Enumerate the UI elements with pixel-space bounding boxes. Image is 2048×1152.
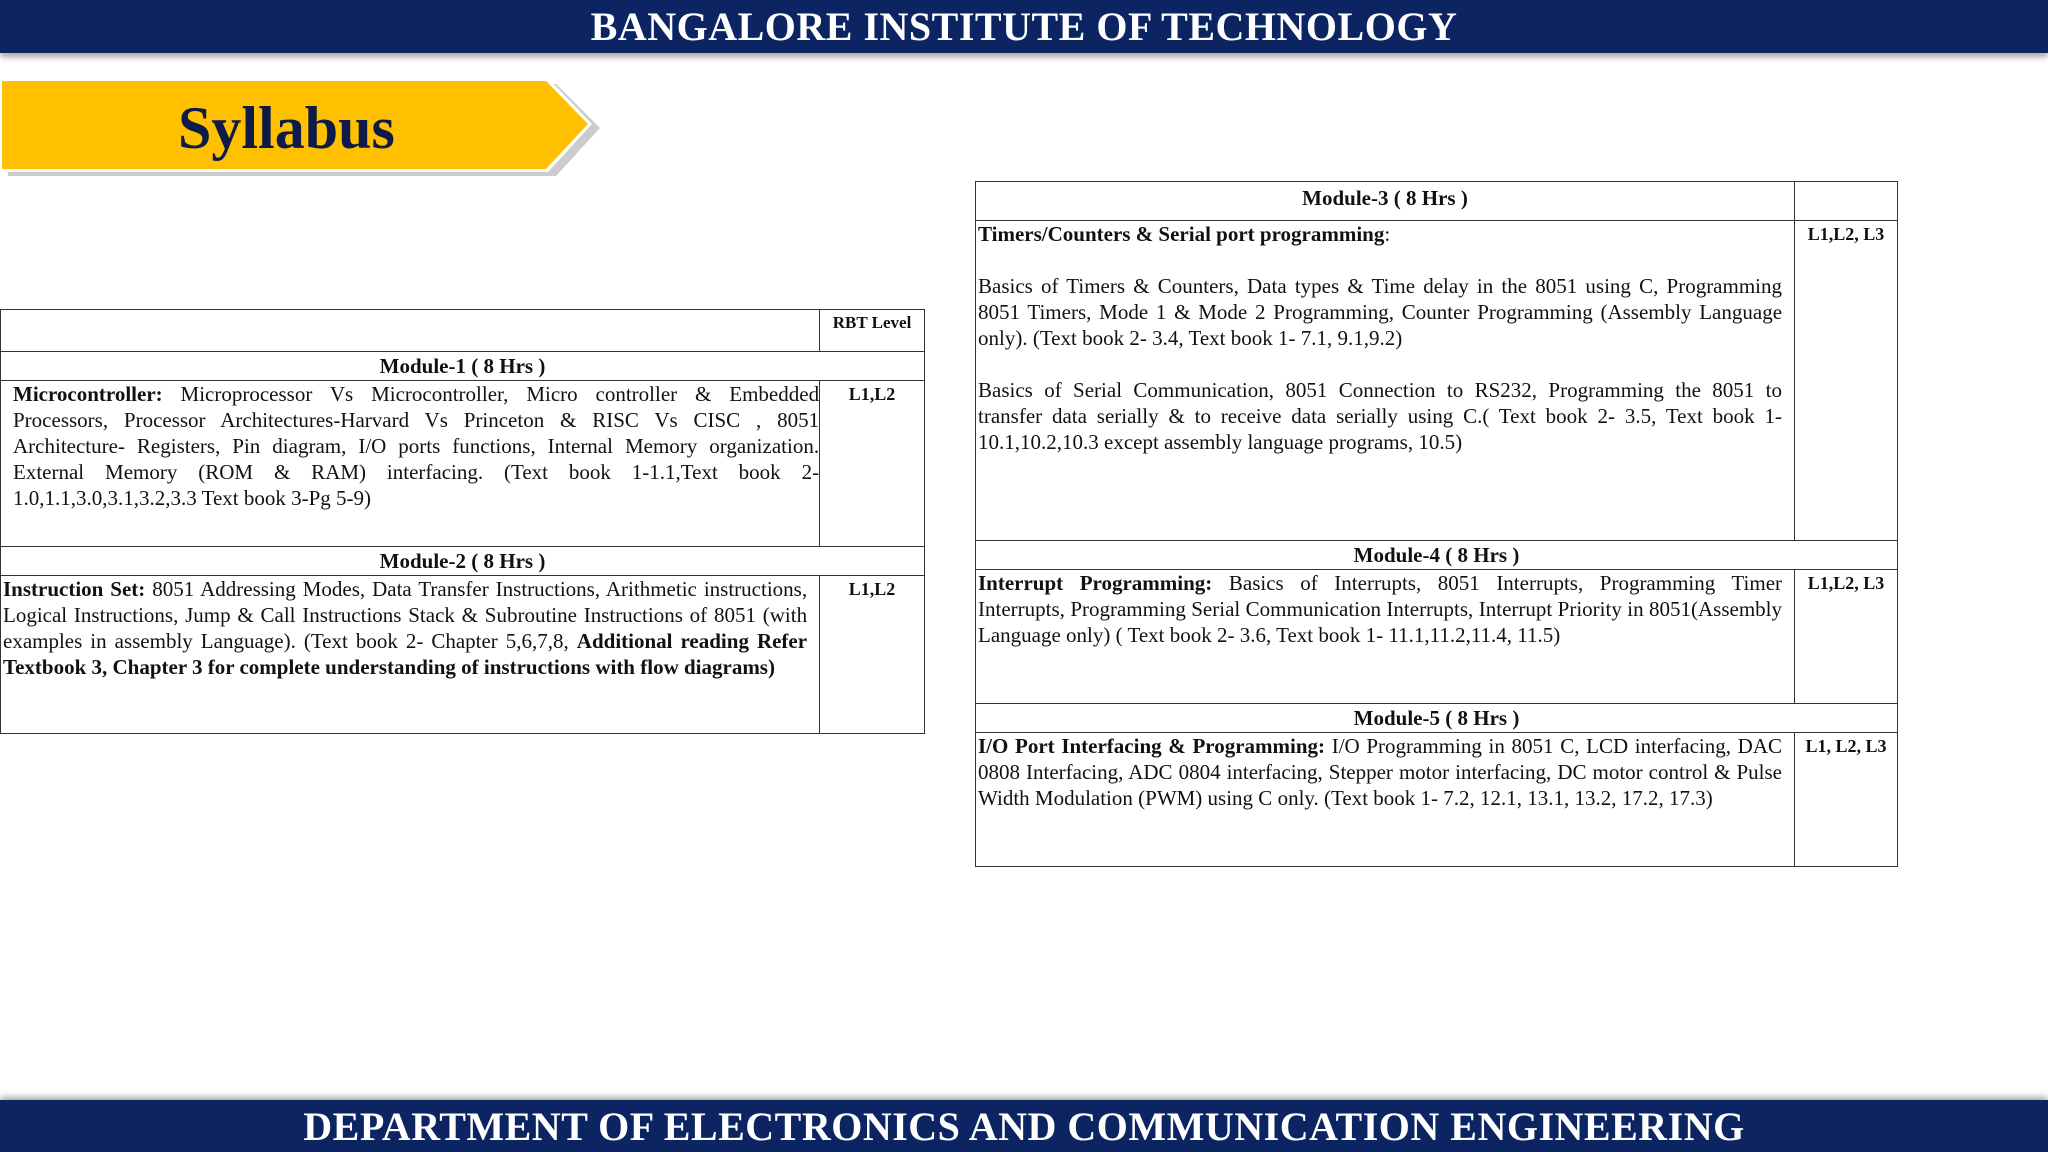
module4-lead: Interrupt Programming: bbox=[978, 571, 1213, 595]
module3-heading-level-cell bbox=[1795, 182, 1898, 221]
right-syllabus-table bbox=[975, 181, 1898, 867]
header-bar bbox=[0, 0, 2048, 53]
module1-text: Microprocessor Vs Microcontroller, Micro controller & Embedded Processors, Processor Architectures-Harvard Vs Princeton & RISC Vs CISC , 8051 Architecture- Registers, Pin diagram, I/O ports functions, Internal Memory organization. External Memory (ROM & RAM) interfacing. (Text book 1-1.1,Text book 2-1.0,1.1,3.0,3.1,3.2,3.3 Text book 3-Pg 5-9) bbox=[13, 382, 820, 510]
module5-text: I/O Programming in 8051 C, LCD interfacing, DAC 0808 Interfacing, ADC 0804 interfacing, Stepper motor interfacing, DC motor control & Pulse Width Modulation (PWM) using C only. (Text book 1- 7.2, 12.1, 13.1, 13.2, 17.2, 17.3) bbox=[978, 734, 1783, 810]
table-header-row bbox=[1, 310, 925, 352]
module4-heading-row bbox=[976, 541, 1898, 570]
module2-content-row bbox=[1, 576, 925, 734]
module2-additional-reading: Additional reading Refer Textbook 3, Chapter 3 for complete understanding of instructions with flow diagrams) bbox=[3, 629, 808, 679]
syllabus-banner bbox=[0, 76, 600, 180]
module2-lead: Instruction Set: bbox=[3, 577, 146, 601]
left-syllabus-table bbox=[0, 309, 925, 734]
module3-content-row bbox=[976, 221, 1898, 541]
module5-content-row bbox=[976, 733, 1898, 867]
module2-text: 8051 Addressing Modes, Data Transfer Instructions, Arithmetic instructions, Logical Instructions, Jump & Call Instructions Stack & Subroutine Instructions of 8051 (with examples in assembly Language). (Text book 2- Chapter 5,6,7,8, bbox=[3, 577, 808, 653]
footer-bar bbox=[0, 1100, 2048, 1152]
module3-timers-paragraph: Basics of Timers & Counters, Data types & Time delay in the 8051 using C, Programming 8051 Timers, Mode 1 & Mode 2 Programming, Counter Programming (Assembly Language only). (Text book 2- 3.4, Text book 1- 7.1, 9.1,9.2) bbox=[978, 274, 1783, 350]
module3-content bbox=[976, 221, 1795, 541]
module1-lead: Microcontroller: bbox=[13, 382, 163, 406]
module3-lead-colon: : bbox=[1384, 222, 1391, 246]
module2-heading-row bbox=[1, 547, 925, 576]
module4-heading: Module-4 ( 8 Hrs ) bbox=[976, 541, 1898, 570]
module1-level: L1,L2 bbox=[820, 381, 925, 547]
module1-heading: Module-1 ( 8 Hrs ) bbox=[1, 352, 925, 381]
module5-level: L1, L2, L3 bbox=[1795, 733, 1898, 867]
module3-heading: Module-3 ( 8 Hrs ) bbox=[976, 182, 1795, 221]
module3-heading-row bbox=[976, 182, 1898, 221]
module3-lead: Timers/Counters & Serial port programming bbox=[978, 222, 1385, 246]
module4-content bbox=[976, 570, 1795, 704]
module3-serial-paragraph: Basics of Serial Communication, 8051 Connection to RS232, Programming the 8051 to transfer data serially & to receive data serially using C.( Text book 2- 3.5, Text book 1- 10.1,10.2,10.3 except assembly language programs, 10.5) bbox=[978, 378, 1783, 454]
module4-level: L1,L2, L3 bbox=[1795, 570, 1898, 704]
module2-heading: Module-2 ( 8 Hrs ) bbox=[1, 547, 925, 576]
module5-content bbox=[976, 733, 1795, 867]
rbt-level-header: RBT Level bbox=[820, 310, 925, 352]
module4-text: Basics of Interrupts, 8051 Interrupts, Programming Timer Interrupts, Programming Serial Communication Interrupts, Interrupt Priority in 8051(Assembly Language only) ( Text book 2- 3.6, Text book 1- 11.1,11.2,11.4, 11.5) bbox=[978, 571, 1783, 647]
module1-heading-row bbox=[1, 352, 925, 381]
institute-name: BANGALORE INSTITUTE OF TECHNOLOGY bbox=[590, 4, 1458, 49]
module5-heading-row bbox=[976, 704, 1898, 733]
banner-title: Syllabus bbox=[178, 95, 395, 161]
module5-lead: I/O Port Interfacing & Programming: bbox=[978, 734, 1326, 758]
module3-level: L1,L2, L3 bbox=[1795, 221, 1898, 541]
department-name: DEPARTMENT OF ELECTRONICS AND COMMUNICATION ENGINEERING bbox=[303, 1103, 1745, 1149]
module1-content bbox=[1, 381, 820, 547]
module2-level: L1,L2 bbox=[820, 576, 925, 734]
module2-content bbox=[1, 576, 820, 734]
module4-content-row bbox=[976, 570, 1898, 704]
module5-heading: Module-5 ( 8 Hrs ) bbox=[976, 704, 1898, 733]
blank-header-cell bbox=[1, 310, 820, 352]
module1-content-row bbox=[1, 381, 925, 547]
